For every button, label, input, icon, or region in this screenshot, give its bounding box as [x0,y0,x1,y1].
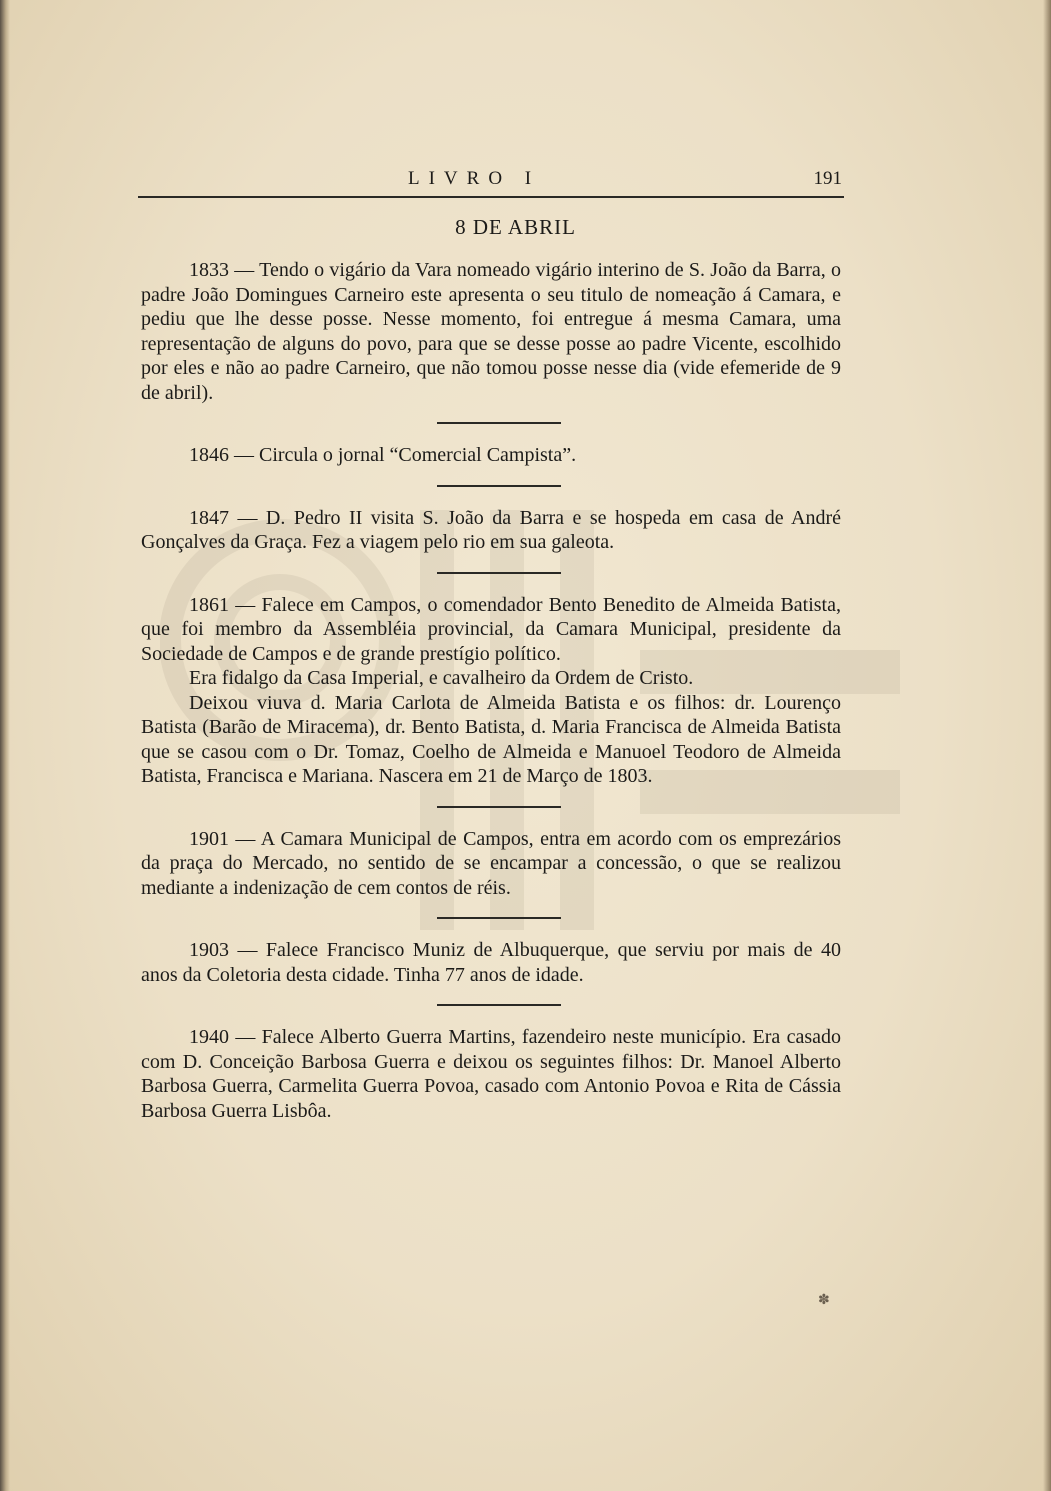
entry-1833 [141,258,841,405]
date-heading: 8 DE ABRIL [455,215,576,239]
entry-1861 [141,593,841,789]
section-divider [437,485,561,487]
ink-smudge-mark: ✽ [818,1293,830,1308]
ephemeris-entries [141,258,841,1123]
entry-paragraph: 1901 — A Camara Municipal de Campos, entra em acordo com os emprezários da praça do Mercado, no sentido de se encampar a concessão, o que se realizou mediante a indenização de cem contos de réis. [141,827,841,899]
entry-1940 [141,1025,841,1123]
entry-paragraph: 1903 — Falece Francisco Muniz de Albuquerque, que serviu por mais de 40 anos da Coletoria desta cidade. Tinha 77 anos de idade. [141,939,841,986]
section-divider [437,422,561,424]
entry-paragraph: Deixou viuva d. Maria Carlota de Almeida Batista e os filhos: dr. Lourenço Batista (Barão de Miracema), dr. Bento Batista, d. Maria Francisca de Almeida Batista que se casou com o Dr. Tomaz, Coelho de Almeida e Manuoel Teodoro de Almeida Batista, Francisca e Mariana. Nascera em 21 de Março de 1803. [141,691,841,787]
entry-1903 [141,938,841,987]
section-divider [437,806,561,808]
page-number: 191 [813,168,842,189]
section-divider [437,917,561,919]
running-header [138,168,844,198]
entry-paragraph: 1833 — Tendo o vigário da Vara nomeado vigário interino de S. João da Barra, o padre João Domingues Carneiro este apresenta o seu titulo de nomeação á Camara, e pediu que lhe desse posse. Nesse momento, foi entregue á mesma Camara, uma representação de alguns do povo, para que se desse posse ao padre Vicente, escolhido por eles e não ao padre Carneiro, que não tomou posse nesse dia (vide efemeride de 9 de abril). [141,259,841,404]
entry-1901 [141,827,841,901]
entry-paragraph: 1861 — Falece em Campos, o comendador Bento Benedito de Almeida Batista, que foi membro da Assembléia provincial, da Camara Municipal, presidente da Sociedade de Campos e de grande prestígio político. [141,593,841,665]
entry-1846 [141,443,841,468]
entry-paragraph: 1847 — D. Pedro II visita S. João da Barra e se hospeda em casa de André Gonçalves da Graça. Fez a viagem pelo rio em sua galeota. [141,506,841,553]
entry-1847 [141,506,841,555]
entry-paragraph: 1846 — Circula o jornal “Comercial Campista”. [189,444,577,466]
entry-paragraph: 1940 — Falece Alberto Guerra Martins, fazendeiro neste município. Era casado com D. Conceição Barbosa Guerra e deixou os seguintes filhos: Dr. Manoel Alberto Barbosa Guerra, Carmelita Guerra Povoa, casado com Antonio Povoa e Rita de Cássia Barbosa Guerra Lisbôa. [141,1026,841,1122]
section-divider [437,1004,561,1006]
entry-paragraph: Era fidalgo da Casa Imperial, e cavalheiro da Ordem de Cristo. [189,667,694,689]
section-divider [437,572,561,574]
running-title: LIVRO I [408,168,541,189]
